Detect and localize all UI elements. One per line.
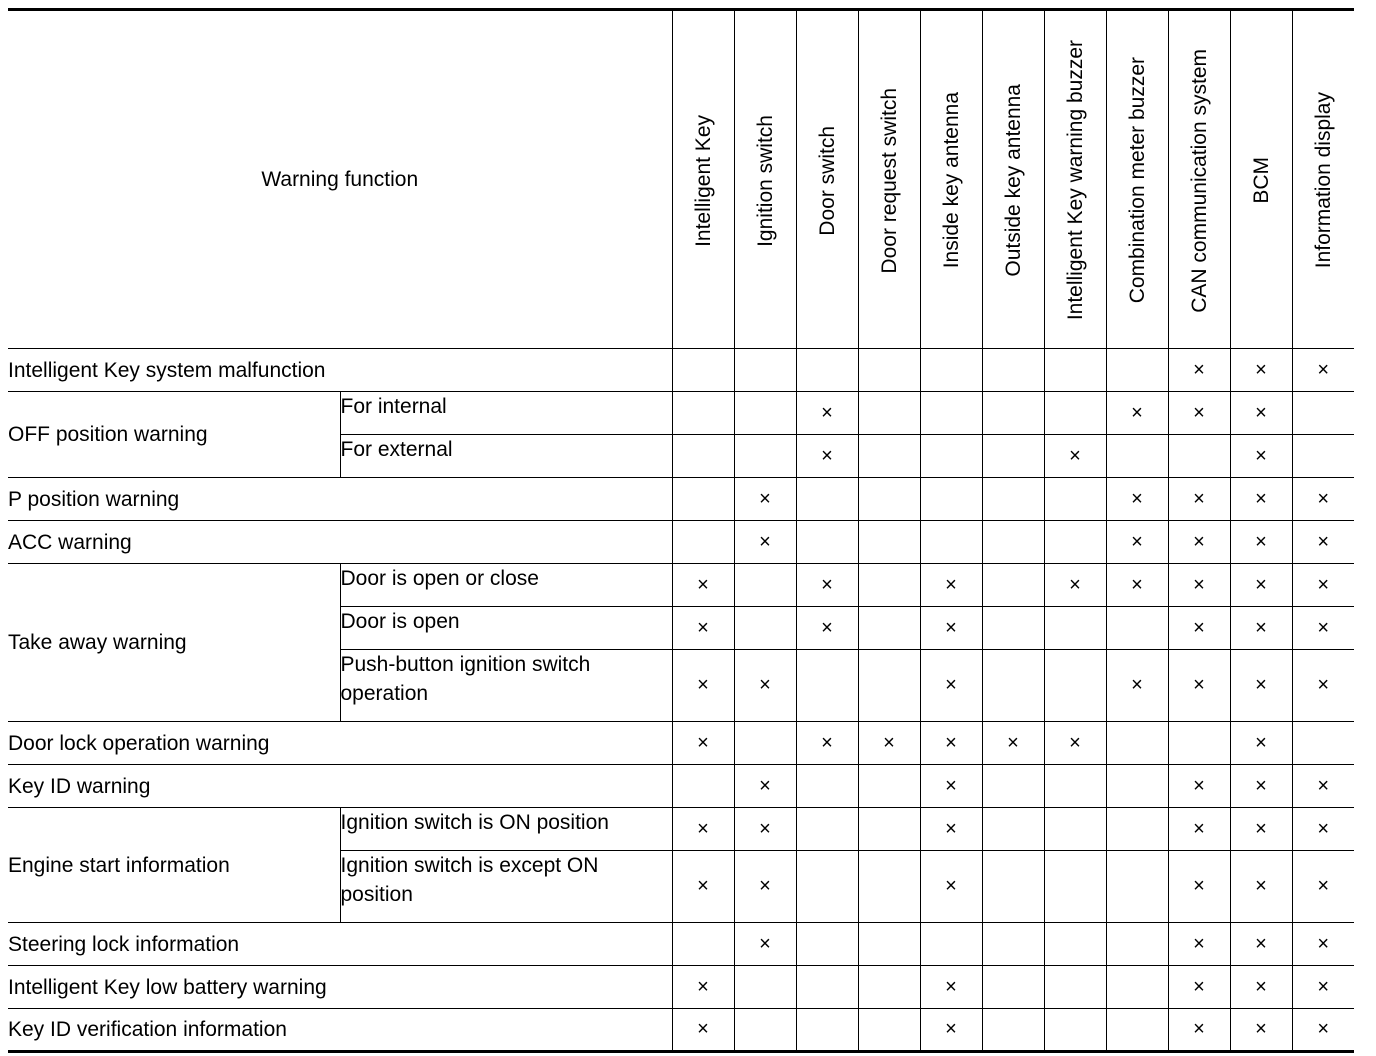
matrix-cell — [858, 851, 920, 923]
matrix-cell — [1292, 607, 1354, 650]
matrix-cell — [734, 966, 796, 1009]
cross-mark-icon: × — [1069, 444, 1081, 467]
cross-mark-icon: × — [1255, 817, 1267, 840]
table-row — [8, 521, 1354, 564]
matrix-cell — [796, 607, 858, 650]
matrix-cell — [920, 966, 982, 1009]
matrix-cell — [920, 607, 982, 650]
component-header — [734, 10, 796, 349]
cross-mark-icon: × — [1317, 975, 1330, 998]
warning-function-label: Key ID verification information — [8, 1009, 672, 1052]
matrix-cell — [1168, 966, 1230, 1009]
matrix-cell — [920, 392, 982, 435]
component-header-label: Outside key antenna — [1001, 84, 1025, 277]
matrix-cell — [858, 650, 920, 722]
cross-mark-icon: × — [945, 817, 957, 840]
matrix-cell — [920, 564, 982, 607]
matrix-cell — [858, 966, 920, 1009]
component-header-label: Door request switch — [877, 87, 901, 274]
matrix-cell — [672, 923, 734, 966]
matrix-cell — [982, 349, 1044, 392]
cross-mark-icon: × — [1007, 731, 1019, 754]
matrix-cell — [1230, 478, 1292, 521]
matrix-cell — [1230, 435, 1292, 478]
matrix-cell — [858, 1009, 920, 1052]
matrix-cell — [920, 923, 982, 966]
matrix-cell — [858, 564, 920, 607]
component-header-label: Door switch — [815, 125, 839, 236]
matrix-cell — [1292, 765, 1354, 808]
matrix-cell — [920, 521, 982, 564]
cross-mark-icon: × — [821, 444, 833, 467]
cross-mark-icon: × — [821, 573, 833, 596]
component-header — [1106, 10, 1168, 349]
matrix-cell — [672, 722, 734, 765]
cross-mark-icon: × — [1317, 932, 1330, 955]
cross-mark-icon: × — [1317, 530, 1330, 553]
matrix-cell — [1292, 808, 1354, 851]
matrix-cell — [1106, 851, 1168, 923]
matrix-cell — [1292, 521, 1354, 564]
matrix-cell — [858, 923, 920, 966]
component-header-label: Intelligent Key warning buzzer — [1063, 40, 1087, 321]
cross-mark-icon: × — [1255, 487, 1267, 510]
warning-function-label: Intelligent Key system malfunction — [8, 349, 672, 392]
matrix-cell — [1230, 851, 1292, 923]
matrix-cell — [1106, 923, 1168, 966]
matrix-cell — [1044, 607, 1106, 650]
component-header-label: Combination meter buzzer — [1125, 57, 1149, 304]
cross-mark-icon: × — [945, 1018, 957, 1040]
cross-mark-icon: × — [1193, 674, 1205, 696]
cross-mark-icon: × — [945, 573, 957, 596]
matrix-cell — [1106, 478, 1168, 521]
matrix-cell — [1168, 650, 1230, 722]
warning-function-label: ACC warning — [8, 521, 672, 564]
matrix-cell — [920, 851, 982, 923]
matrix-cell — [1168, 808, 1230, 851]
cross-mark-icon: × — [945, 774, 957, 797]
matrix-cell — [1292, 349, 1354, 392]
cross-mark-icon: × — [759, 674, 771, 696]
matrix-cell — [672, 1009, 734, 1052]
matrix-cell — [672, 564, 734, 607]
matrix-cell — [796, 765, 858, 808]
matrix-cell — [796, 722, 858, 765]
matrix-cell — [796, 650, 858, 722]
matrix-cell — [1168, 851, 1230, 923]
matrix-cell — [1292, 564, 1354, 607]
matrix-cell — [1230, 650, 1292, 722]
matrix-cell — [672, 851, 734, 923]
matrix-cell — [858, 722, 920, 765]
cross-mark-icon: × — [1193, 401, 1205, 424]
cross-mark-icon: × — [697, 817, 709, 840]
component-header-label: BCM — [1249, 157, 1273, 204]
matrix-cell — [1230, 1009, 1292, 1052]
matrix-cell — [858, 808, 920, 851]
condition-label: Ignition switch is ON position — [340, 808, 672, 851]
matrix-cell — [796, 808, 858, 851]
matrix-cell — [1044, 851, 1106, 923]
matrix-cell — [982, 392, 1044, 435]
condition-label: Door is open or close — [340, 564, 672, 607]
cross-mark-icon: × — [1131, 487, 1143, 510]
cross-mark-icon: × — [1255, 674, 1267, 696]
table-row — [8, 722, 1354, 765]
matrix-cell — [858, 521, 920, 564]
matrix-cell — [796, 478, 858, 521]
cross-mark-icon: × — [1193, 875, 1205, 897]
matrix-cell — [734, 349, 796, 392]
cross-mark-icon: × — [697, 1018, 709, 1040]
component-header — [1168, 10, 1230, 349]
component-header — [858, 10, 920, 349]
cross-mark-icon: × — [759, 487, 771, 510]
matrix-cell — [734, 564, 796, 607]
cross-mark-icon: × — [1193, 487, 1205, 510]
matrix-cell — [920, 349, 982, 392]
matrix-cell — [982, 851, 1044, 923]
matrix-cell — [1106, 1009, 1168, 1052]
component-header — [1230, 10, 1292, 349]
matrix-cell — [1168, 435, 1230, 478]
warning-function-label: Key ID warning — [8, 765, 672, 808]
component-header — [672, 10, 734, 349]
header-row — [8, 10, 1354, 349]
condition-label: Door is open — [340, 607, 672, 650]
matrix-cell — [1168, 521, 1230, 564]
matrix-cell — [1044, 564, 1106, 607]
cross-mark-icon: × — [1193, 616, 1205, 639]
matrix-cell — [796, 966, 858, 1009]
cross-mark-icon: × — [1131, 573, 1143, 596]
matrix-cell — [1230, 521, 1292, 564]
warning-function-label: Intelligent Key low battery warning — [8, 966, 672, 1009]
matrix-cell — [1044, 435, 1106, 478]
matrix-cell — [1106, 765, 1168, 808]
cross-mark-icon: × — [759, 817, 771, 840]
cross-mark-icon: × — [697, 731, 709, 754]
table-row — [8, 478, 1354, 521]
cross-mark-icon: × — [1193, 1018, 1205, 1040]
cross-mark-icon: × — [1193, 817, 1205, 840]
cross-mark-icon: × — [1317, 774, 1330, 797]
matrix-cell — [796, 392, 858, 435]
matrix-cell — [1044, 521, 1106, 564]
matrix-cell — [1168, 1009, 1230, 1052]
matrix-cell — [796, 521, 858, 564]
matrix-cell — [920, 808, 982, 851]
cross-mark-icon: × — [1193, 358, 1205, 381]
matrix-cell — [1044, 808, 1106, 851]
matrix-cell — [1044, 349, 1106, 392]
matrix-cell — [920, 650, 982, 722]
component-header-label: CAN communication system — [1187, 48, 1211, 313]
warning-function-label: Steering lock information — [8, 923, 672, 966]
cross-mark-icon: × — [697, 573, 709, 596]
component-header — [982, 10, 1044, 349]
matrix-cell — [1292, 851, 1354, 923]
matrix-cell — [672, 435, 734, 478]
matrix-cell — [1168, 478, 1230, 521]
condition-label: For external — [340, 435, 672, 478]
matrix-cell — [1292, 966, 1354, 1009]
matrix-cell — [734, 478, 796, 521]
matrix-cell — [1230, 923, 1292, 966]
matrix-cell — [734, 650, 796, 722]
cross-mark-icon: × — [1193, 530, 1205, 553]
cross-mark-icon: × — [1255, 875, 1267, 897]
matrix-cell — [1106, 808, 1168, 851]
matrix-cell — [1044, 1009, 1106, 1052]
matrix-cell — [1292, 392, 1354, 435]
matrix-body — [8, 10, 1354, 1052]
matrix-cell — [734, 607, 796, 650]
matrix-cell — [858, 435, 920, 478]
matrix-cell — [796, 349, 858, 392]
matrix-cell — [1168, 923, 1230, 966]
cross-mark-icon: × — [1317, 674, 1330, 696]
matrix-cell — [734, 851, 796, 923]
matrix-cell — [1044, 765, 1106, 808]
component-header-label: Inside key antenna — [939, 92, 963, 269]
component-header — [1292, 10, 1354, 349]
table-row — [8, 966, 1354, 1009]
matrix-cell — [672, 966, 734, 1009]
cross-mark-icon: × — [1069, 573, 1081, 596]
cross-mark-icon: × — [1317, 817, 1330, 840]
cross-mark-icon: × — [821, 731, 833, 754]
table-row — [8, 923, 1354, 966]
matrix-cell — [920, 478, 982, 521]
matrix-cell — [982, 1009, 1044, 1052]
matrix-cell — [1106, 521, 1168, 564]
matrix-cell — [1230, 564, 1292, 607]
matrix-cell — [982, 564, 1044, 607]
cross-mark-icon: × — [1255, 774, 1267, 797]
matrix-cell — [858, 478, 920, 521]
matrix-cell — [982, 808, 1044, 851]
matrix-cell — [858, 349, 920, 392]
matrix-cell — [672, 607, 734, 650]
matrix-cell — [1106, 392, 1168, 435]
matrix-cell — [796, 923, 858, 966]
cross-mark-icon: × — [945, 616, 957, 639]
cross-mark-icon: × — [1255, 530, 1267, 553]
matrix-cell — [734, 435, 796, 478]
cross-mark-icon: × — [697, 616, 709, 639]
component-header-label: Ignition switch — [753, 114, 777, 247]
cross-mark-icon: × — [883, 731, 895, 754]
matrix-cell — [1230, 392, 1292, 435]
cross-mark-icon: × — [697, 975, 709, 998]
cross-mark-icon: × — [697, 875, 709, 897]
matrix-cell — [1168, 564, 1230, 607]
cross-mark-icon: × — [945, 975, 957, 998]
matrix-cell — [982, 650, 1044, 722]
matrix-cell — [982, 435, 1044, 478]
cross-mark-icon: × — [1131, 674, 1143, 696]
cross-mark-icon: × — [1255, 401, 1267, 424]
cross-mark-icon: × — [1193, 774, 1205, 797]
table-row — [8, 765, 1354, 808]
cross-mark-icon: × — [759, 875, 771, 897]
cross-mark-icon: × — [1131, 530, 1143, 553]
cross-mark-icon: × — [1193, 573, 1205, 596]
cross-mark-icon: × — [1317, 573, 1330, 596]
matrix-cell — [920, 765, 982, 808]
matrix-cell — [858, 392, 920, 435]
matrix-cell — [1230, 765, 1292, 808]
table-row — [8, 392, 1354, 435]
condition-label: For internal — [340, 392, 672, 435]
cross-mark-icon: × — [1317, 487, 1330, 510]
matrix-cell — [1168, 765, 1230, 808]
matrix-cell — [1292, 722, 1354, 765]
matrix-cell — [982, 765, 1044, 808]
warning-function-label: Door lock operation warning — [8, 722, 672, 765]
cross-mark-icon: × — [1255, 731, 1267, 754]
cross-mark-icon: × — [1255, 444, 1267, 467]
matrix-cell — [982, 521, 1044, 564]
matrix-cell — [982, 966, 1044, 1009]
cross-mark-icon: × — [945, 674, 957, 696]
cross-mark-icon: × — [1255, 975, 1267, 998]
matrix-cell — [734, 722, 796, 765]
matrix-cell — [1292, 650, 1354, 722]
matrix-cell — [1106, 722, 1168, 765]
matrix-cell — [1106, 435, 1168, 478]
warning-function-header: Warning function — [8, 10, 672, 349]
matrix-cell — [1044, 478, 1106, 521]
cross-mark-icon: × — [1069, 731, 1081, 754]
matrix-cell — [672, 478, 734, 521]
component-header-label: Intelligent Key — [691, 114, 715, 247]
matrix-cell — [1044, 392, 1106, 435]
matrix-cell — [1168, 349, 1230, 392]
matrix-cell — [1106, 349, 1168, 392]
matrix-cell — [796, 435, 858, 478]
matrix-cell — [1292, 435, 1354, 478]
cross-mark-icon: × — [1193, 975, 1205, 998]
cross-mark-icon: × — [945, 875, 957, 897]
matrix-cell — [1230, 808, 1292, 851]
matrix-cell — [1168, 722, 1230, 765]
matrix-cell — [672, 349, 734, 392]
cross-mark-icon: × — [1317, 875, 1330, 897]
matrix-cell — [1230, 722, 1292, 765]
component-header — [796, 10, 858, 349]
cross-mark-icon: × — [1255, 1018, 1267, 1040]
matrix-cell — [672, 808, 734, 851]
warning-function-matrix — [8, 8, 1354, 1053]
matrix-cell — [734, 521, 796, 564]
matrix-cell — [920, 722, 982, 765]
matrix-cell — [920, 435, 982, 478]
warning-function-label: OFF position warning — [8, 392, 340, 478]
matrix-cell — [1106, 607, 1168, 650]
matrix-cell — [796, 1009, 858, 1052]
cross-mark-icon: × — [1131, 401, 1143, 424]
cross-mark-icon: × — [1255, 573, 1267, 596]
matrix-cell — [672, 765, 734, 808]
matrix-cell — [982, 478, 1044, 521]
warning-function-label: P position warning — [8, 478, 672, 521]
warning-function-label: Take away warning — [8, 564, 340, 722]
matrix-cell — [1044, 923, 1106, 966]
matrix-cell — [982, 923, 1044, 966]
table-row — [8, 808, 1354, 851]
matrix-cell — [920, 1009, 982, 1052]
cross-mark-icon: × — [1255, 932, 1267, 955]
cross-mark-icon: × — [1255, 358, 1267, 381]
matrix-cell — [1106, 650, 1168, 722]
cross-mark-icon: × — [1317, 616, 1330, 639]
matrix-cell — [796, 851, 858, 923]
component-header — [1044, 10, 1106, 349]
cross-mark-icon: × — [1317, 358, 1330, 381]
matrix-cell — [1106, 966, 1168, 1009]
matrix-cell — [1044, 966, 1106, 1009]
table-row — [8, 1009, 1354, 1052]
component-header — [920, 10, 982, 349]
cross-mark-icon: × — [1317, 1018, 1330, 1040]
matrix-cell — [734, 808, 796, 851]
cross-mark-icon: × — [759, 932, 771, 955]
condition-label: Push-button ignition switch operation — [340, 650, 672, 722]
matrix-cell — [1168, 607, 1230, 650]
matrix-cell — [734, 765, 796, 808]
matrix-cell — [734, 392, 796, 435]
condition-label: Ignition switch is except ON position — [340, 851, 672, 923]
matrix-cell — [734, 1009, 796, 1052]
cross-mark-icon: × — [945, 731, 957, 754]
matrix-cell — [1292, 478, 1354, 521]
cross-mark-icon: × — [1255, 616, 1267, 639]
cross-mark-icon: × — [759, 774, 771, 797]
matrix-cell — [982, 722, 1044, 765]
cross-mark-icon: × — [821, 616, 833, 639]
matrix-cell — [1044, 722, 1106, 765]
component-header-label: Information display — [1311, 92, 1335, 269]
matrix-cell — [672, 650, 734, 722]
matrix-cell — [796, 564, 858, 607]
matrix-cell — [1230, 607, 1292, 650]
table-row — [8, 564, 1354, 607]
cross-mark-icon: × — [821, 401, 833, 424]
matrix-cell — [672, 392, 734, 435]
matrix-cell — [1292, 923, 1354, 966]
cross-mark-icon: × — [1193, 932, 1205, 955]
matrix-cell — [858, 765, 920, 808]
matrix-cell — [734, 923, 796, 966]
table-row — [8, 349, 1354, 392]
matrix-cell — [1230, 966, 1292, 1009]
matrix-cell — [858, 607, 920, 650]
matrix-cell — [1168, 392, 1230, 435]
matrix-cell — [1106, 564, 1168, 607]
cross-mark-icon: × — [697, 674, 709, 696]
matrix-cell — [1044, 650, 1106, 722]
matrix-cell — [982, 607, 1044, 650]
cross-mark-icon: × — [759, 530, 771, 553]
matrix-cell — [1230, 349, 1292, 392]
matrix-cell — [672, 521, 734, 564]
warning-function-label: Engine start information — [8, 808, 340, 923]
matrix-cell — [1292, 1009, 1354, 1052]
